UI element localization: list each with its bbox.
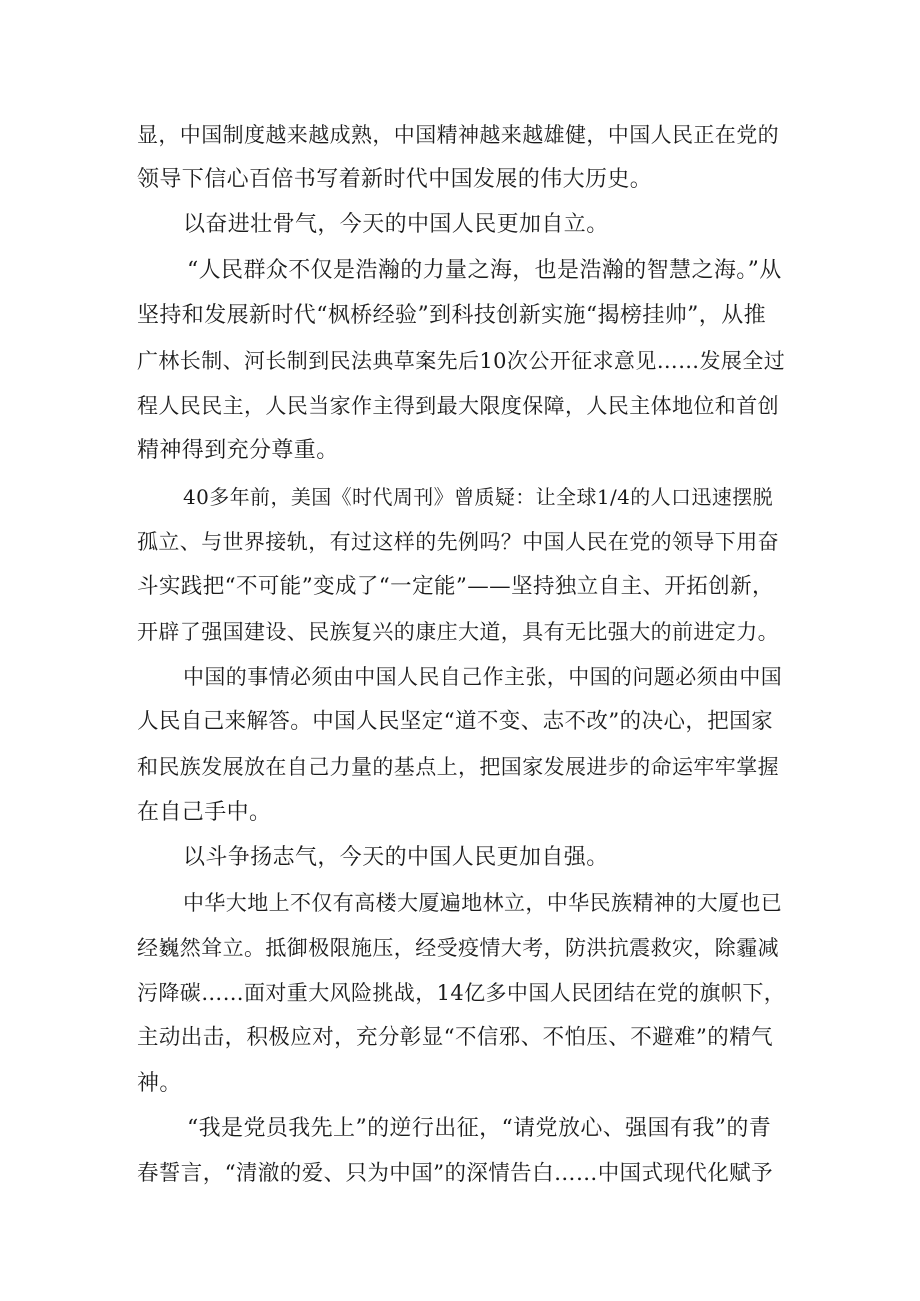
- text-line: 中华大地上不仅有高楼大厦遍地林立，中华民族精神的大厦也已: [183, 891, 783, 915]
- text-line: 神。: [137, 1071, 182, 1096]
- text-line: 污降碳……面对重大风险挑战，14亿多中国人民团结在党的旗帜下，: [137, 981, 786, 1005]
- text-line: 精神得到充分尊重。: [137, 438, 339, 463]
- text-line: 斗实践把“不可能”变成了“一定能”——坚持独立自主、开拓创新，: [137, 574, 774, 599]
- text-line: 春誓言，“清澈的爱、只为中国”的深情告白……中国式现代化赋予: [137, 1161, 773, 1186]
- text-line: 在自己手中。: [137, 800, 272, 825]
- text-line: 经巍然耸立。抵御极限施压，经受疫情大考，防洪抗震救灾，除霾减: [137, 936, 779, 960]
- text-line: 以斗争扬志气，今天的中国人民更加自强。: [183, 845, 609, 870]
- text-line: 坚持和发展新时代“枫桥经验”到科技创新实施“揭榜挂帅”，从推: [137, 303, 766, 328]
- text-line: 孤立、与世界接轨，有过这样的先例吗？中国人民在党的领导下用奋: [137, 530, 779, 554]
- text-line: 程人民民主，人民当家作主得到最大限度保障，人民主体地位和首创: [137, 394, 779, 418]
- text-line: 开辟了强国建设、民族复兴的康庄大道，具有无比强大的前进定力。: [137, 620, 779, 644]
- text-line: 主动出击，积极应对，充分彰显“不信邪、不怕压、不避难”的精气: [137, 1025, 773, 1050]
- text-line: 领导下信心百倍书写着新时代中国发展的伟大历史。: [137, 167, 653, 192]
- text-line: 广林长制、河长制到民法典草案先后10次公开征求意见……发展全过: [137, 349, 786, 373]
- text-line: 40多年前，美国《时代周刊》曾质疑：让全球1/4的人口迅速摆脱: [183, 485, 774, 509]
- text-line: “人民群众不仅是浩瀚的力量之海，也是浩瀚的智慧之海。”从: [187, 258, 782, 283]
- text-line: 和民族发展放在自己力量的基点上，把国家发展进步的命运牢牢掌握: [137, 755, 779, 779]
- text-line: 中国的事情必须由中国人民自己作主张，中国的问题必须由中国: [183, 665, 783, 689]
- text-line: 人民自己来解答。中国人民坚定“道不变、志不改”的决心，把国家: [137, 709, 773, 734]
- text-line: 以奋进壮骨气，今天的中国人民更加自立。: [183, 212, 609, 237]
- text-line: 显，中国制度越来越成熟，中国精神越来越雄健，中国人民正在党的: [137, 123, 779, 147]
- text-line: “我是党员我先上”的逆行出征，“请党放心、强国有我”的青: [187, 1116, 772, 1141]
